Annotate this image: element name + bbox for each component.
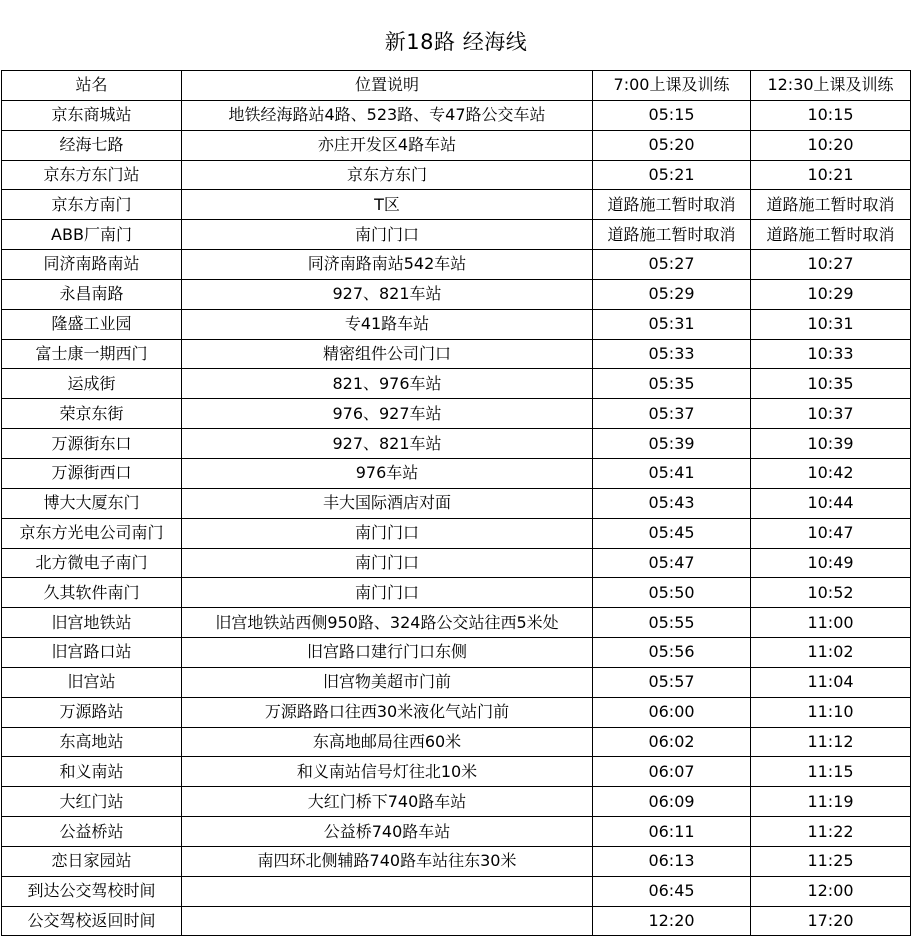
- header-morning-time: 7:00上课及训练: [593, 71, 751, 101]
- station-cell: 富士康一期西门: [2, 339, 182, 369]
- morning-time-cell: 06:02: [593, 727, 751, 757]
- header-location: 位置说明: [182, 71, 593, 101]
- station-cell: 到达公交驾校时间: [2, 876, 182, 906]
- afternoon-time-cell: 11:25: [751, 846, 911, 876]
- morning-time-cell: 05:37: [593, 399, 751, 429]
- station-cell: 公益桥站: [2, 817, 182, 847]
- morning-time-cell: 05:20: [593, 130, 751, 160]
- afternoon-time-cell: 10:44: [751, 488, 911, 518]
- table-row: [2, 817, 911, 847]
- station-cell: 京东方光电公司南门: [2, 518, 182, 548]
- afternoon-time-cell: 10:31: [751, 309, 911, 339]
- location-cell: 976车站: [182, 458, 593, 488]
- morning-time-cell: 05:39: [593, 429, 751, 459]
- station-cell: 大红门站: [2, 787, 182, 817]
- afternoon-time-cell: 11:04: [751, 667, 911, 697]
- station-cell: 旧宫地铁站: [2, 608, 182, 638]
- table-row: [2, 667, 911, 697]
- afternoon-time-cell: 11:10: [751, 697, 911, 727]
- morning-time-cell: 06:45: [593, 876, 751, 906]
- station-cell: 博大大厦东门: [2, 488, 182, 518]
- station-cell: 久其软件南门: [2, 578, 182, 608]
- table-body: [2, 100, 911, 936]
- table-row: [2, 906, 911, 936]
- afternoon-time-cell: 12:00: [751, 876, 911, 906]
- location-cell: 公益桥740路车站: [182, 817, 593, 847]
- station-cell: 万源街西口: [2, 458, 182, 488]
- table-header-row: [2, 71, 911, 101]
- table-row: [2, 309, 911, 339]
- afternoon-time-cell: 10:27: [751, 250, 911, 280]
- afternoon-time-cell: 道路施工暂时取消: [751, 220, 911, 250]
- afternoon-time-cell: 道路施工暂时取消: [751, 190, 911, 220]
- location-cell: 927、821车站: [182, 429, 593, 459]
- location-cell: 和义南站信号灯往北10米: [182, 757, 593, 787]
- morning-time-cell: 05:45: [593, 518, 751, 548]
- table-row: [2, 727, 911, 757]
- location-cell: 同济南路南站542车站: [182, 250, 593, 280]
- afternoon-time-cell: 10:42: [751, 458, 911, 488]
- table-row: [2, 876, 911, 906]
- afternoon-time-cell: 10:47: [751, 518, 911, 548]
- station-cell: 荣京东街: [2, 399, 182, 429]
- station-cell: 同济南路南站: [2, 250, 182, 280]
- location-cell: 821、976车站: [182, 369, 593, 399]
- station-cell: 东高地站: [2, 727, 182, 757]
- station-cell: 公交驾校返回时间: [2, 906, 182, 936]
- station-cell: 万源路站: [2, 697, 182, 727]
- location-cell: 地铁经海路站4路、523路、专47路公交车站: [182, 100, 593, 130]
- afternoon-time-cell: 10:15: [751, 100, 911, 130]
- afternoon-time-cell: 11:22: [751, 817, 911, 847]
- location-cell: 南门门口: [182, 518, 593, 548]
- bus-schedule-table: [1, 70, 911, 936]
- afternoon-time-cell: 10:39: [751, 429, 911, 459]
- morning-time-cell: 06:00: [593, 697, 751, 727]
- table-row: [2, 250, 911, 280]
- location-cell: 万源路路口往西30米液化气站门前: [182, 697, 593, 727]
- table-row: [2, 757, 911, 787]
- afternoon-time-cell: 11:19: [751, 787, 911, 817]
- table-row: [2, 279, 911, 309]
- station-cell: 恋日家园站: [2, 846, 182, 876]
- station-cell: 京东方南门: [2, 190, 182, 220]
- location-cell: 专41路车站: [182, 309, 593, 339]
- morning-time-cell: 06:11: [593, 817, 751, 847]
- morning-time-cell: 05:43: [593, 488, 751, 518]
- station-cell: 万源街东口: [2, 429, 182, 459]
- table-row: [2, 130, 911, 160]
- header-afternoon-time: 12:30上课及训练: [751, 71, 911, 101]
- location-cell: 927、821车站: [182, 279, 593, 309]
- table-row: [2, 638, 911, 668]
- morning-time-cell: 05:31: [593, 309, 751, 339]
- afternoon-time-cell: 10:29: [751, 279, 911, 309]
- afternoon-time-cell: 10:33: [751, 339, 911, 369]
- afternoon-time-cell: 10:20: [751, 130, 911, 160]
- station-cell: 北方微电子南门: [2, 548, 182, 578]
- location-cell: T区: [182, 190, 593, 220]
- morning-time-cell: 12:20: [593, 906, 751, 936]
- table-row: [2, 429, 911, 459]
- morning-time-cell: 05:47: [593, 548, 751, 578]
- morning-time-cell: 05:29: [593, 279, 751, 309]
- morning-time-cell: 05:50: [593, 578, 751, 608]
- station-cell: 运成街: [2, 369, 182, 399]
- station-cell: 旧宫路口站: [2, 638, 182, 668]
- station-cell: 隆盛工业园: [2, 309, 182, 339]
- location-cell: 976、927车站: [182, 399, 593, 429]
- location-cell: [182, 906, 593, 936]
- table-row: [2, 100, 911, 130]
- station-cell: ABB厂南门: [2, 220, 182, 250]
- location-cell: 精密组件公司门口: [182, 339, 593, 369]
- header-station: 站名: [2, 71, 182, 101]
- table-row: [2, 399, 911, 429]
- morning-time-cell: 06:13: [593, 846, 751, 876]
- morning-time-cell: 05:15: [593, 100, 751, 130]
- table-row: [2, 548, 911, 578]
- location-cell: 丰大国际酒店对面: [182, 488, 593, 518]
- table-row: [2, 518, 911, 548]
- location-cell: 南门门口: [182, 220, 593, 250]
- morning-time-cell: 道路施工暂时取消: [593, 220, 751, 250]
- table-row: [2, 787, 911, 817]
- afternoon-time-cell: 10:35: [751, 369, 911, 399]
- table-row: [2, 339, 911, 369]
- station-cell: 京东方东门站: [2, 160, 182, 190]
- page-title: 新18路 经海线: [384, 30, 528, 54]
- table-row: [2, 608, 911, 638]
- table-row: [2, 190, 911, 220]
- afternoon-time-cell: 11:12: [751, 727, 911, 757]
- afternoon-time-cell: 10:52: [751, 578, 911, 608]
- morning-time-cell: 05:27: [593, 250, 751, 280]
- table-row: [2, 458, 911, 488]
- station-cell: 旧宫站: [2, 667, 182, 697]
- morning-time-cell: 05:33: [593, 339, 751, 369]
- table-row: [2, 578, 911, 608]
- location-cell: 京东方东门: [182, 160, 593, 190]
- afternoon-time-cell: 11:02: [751, 638, 911, 668]
- morning-time-cell: 05:56: [593, 638, 751, 668]
- morning-time-cell: 05:21: [593, 160, 751, 190]
- table-row: [2, 369, 911, 399]
- afternoon-time-cell: 11:00: [751, 608, 911, 638]
- afternoon-time-cell: 11:15: [751, 757, 911, 787]
- morning-time-cell: 05:35: [593, 369, 751, 399]
- location-cell: [182, 876, 593, 906]
- table-row: [2, 220, 911, 250]
- morning-time-cell: 05:41: [593, 458, 751, 488]
- afternoon-time-cell: 10:37: [751, 399, 911, 429]
- afternoon-time-cell: 10:21: [751, 160, 911, 190]
- location-cell: 大红门桥下740路车站: [182, 787, 593, 817]
- table-row: [2, 846, 911, 876]
- location-cell: 亦庄开发区4路车站: [182, 130, 593, 160]
- location-cell: 南门门口: [182, 548, 593, 578]
- morning-time-cell: 05:57: [593, 667, 751, 697]
- station-cell: 和义南站: [2, 757, 182, 787]
- afternoon-time-cell: 17:20: [751, 906, 911, 936]
- location-cell: 旧宫地铁站西侧950路、324路公交站往西5米处: [182, 608, 593, 638]
- location-cell: 旧宫路口建行门口东侧: [182, 638, 593, 668]
- afternoon-time-cell: 10:49: [751, 548, 911, 578]
- table-row: [2, 488, 911, 518]
- station-cell: 京东商城站: [2, 100, 182, 130]
- table-row: [2, 160, 911, 190]
- station-cell: 永昌南路: [2, 279, 182, 309]
- location-cell: 南门门口: [182, 578, 593, 608]
- morning-time-cell: 06:09: [593, 787, 751, 817]
- location-cell: 旧宫物美超市门前: [182, 667, 593, 697]
- location-cell: 南四环北侧辅路740路车站往东30米: [182, 846, 593, 876]
- morning-time-cell: 06:07: [593, 757, 751, 787]
- location-cell: 东高地邮局往西60米: [182, 727, 593, 757]
- morning-time-cell: 05:55: [593, 608, 751, 638]
- morning-time-cell: 道路施工暂时取消: [593, 190, 751, 220]
- station-cell: 经海七路: [2, 130, 182, 160]
- table-row: [2, 697, 911, 727]
